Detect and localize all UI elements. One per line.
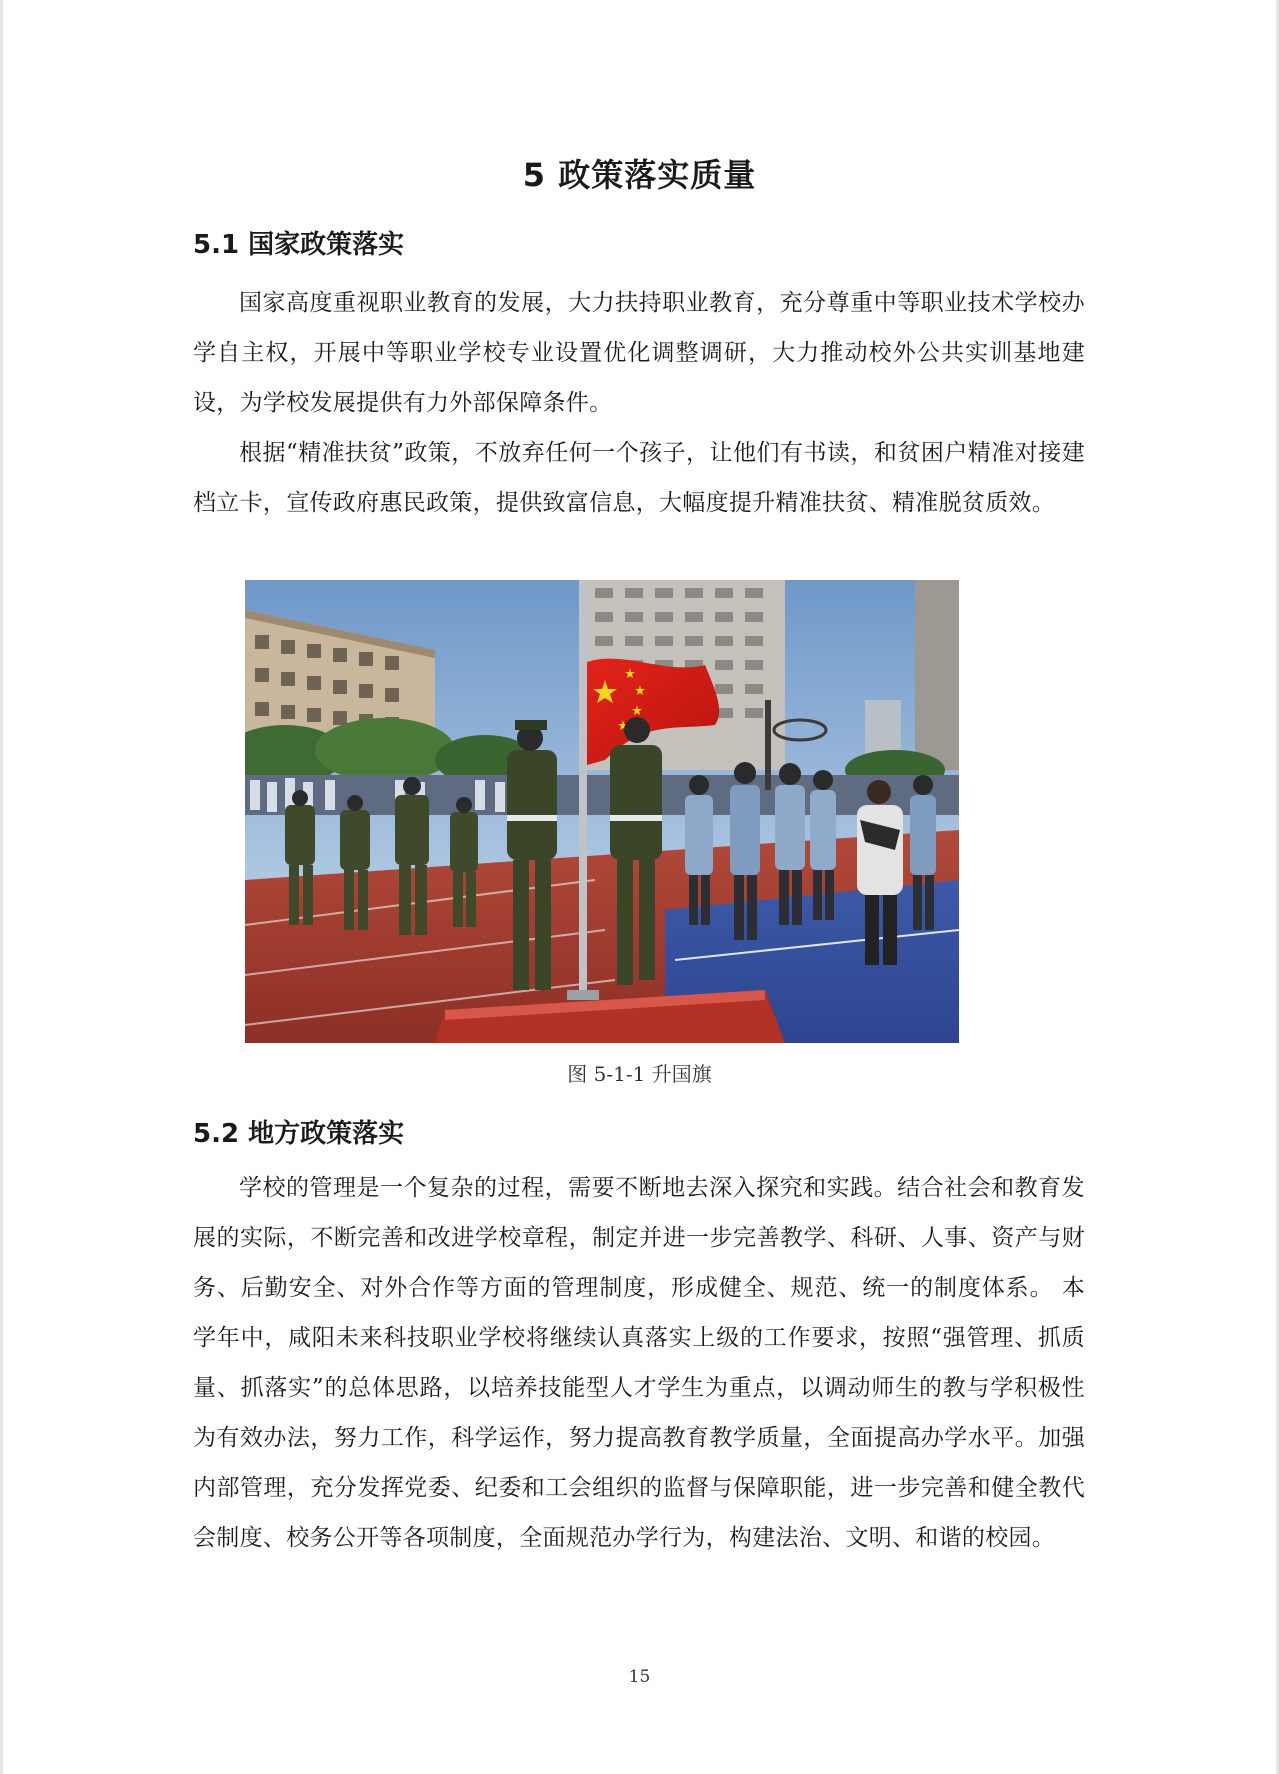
paragraph-poverty-alleviation: 根据“精准扶贫”政策，不放弃任何一个孩子，让他们有书读，和贫困户精准对接建档立卡，宣传政府惠民政策，提供致富信息，大幅度提升精准扶贫、精准脱贫质效。 [193, 440, 1085, 516]
page-number: 15 [628, 1667, 651, 1687]
section-title-national-policy: 5.1 国家政策落实 [193, 230, 405, 260]
section-title-local-policy: 5.2 地方政策落实 [193, 1119, 405, 1149]
figure-caption: 图 5-1-1 升国旗 [567, 1062, 712, 1086]
flag-raising-photo [245, 580, 959, 1043]
chapter-title: 5 政策落实质量 [522, 156, 757, 194]
page-edge-left [0, 0, 3, 1774]
paragraph-national-policy: 国家高度重视职业教育的发展，大力扶持职业教育，充分尊重中等职业技术学校办学自主权，开展中等职业学校专业设置优化调整调研，大力推动校外公共实训基地建设，为学校发展提供有力外部保障条件。 [193, 290, 1085, 416]
paragraph-local-policy: 学校的管理是一个复杂的过程，需要不断地去深入探究和实践。结合社会和教育发展的实际，不断完善和改进学校章程，制定并进一步完善教学、科研、人事、资产与财务、后勤安全、对外合作等方面的管理制度，形成健全、规范、统一的制度体系。 本学年中，咸阳未来科技职业学校将继续认真落实上级的工作要求，按照“强管理、抓质量、抓落实”的总体思路，以培养技能型人才学生为重点，以调动师生的教与学积极性为有效办法，努力工作，科学运作，努力提高教育教学质量，全面提高办学水平。加强内部管理，充分发挥党委、纪委和工会组织的监督与保障职能，进一步完善和健全教代会制度、校务公开等各项制度，全面规范办学行为，构建法治、文明、和谐的校园。 [193, 1175, 1085, 1551]
